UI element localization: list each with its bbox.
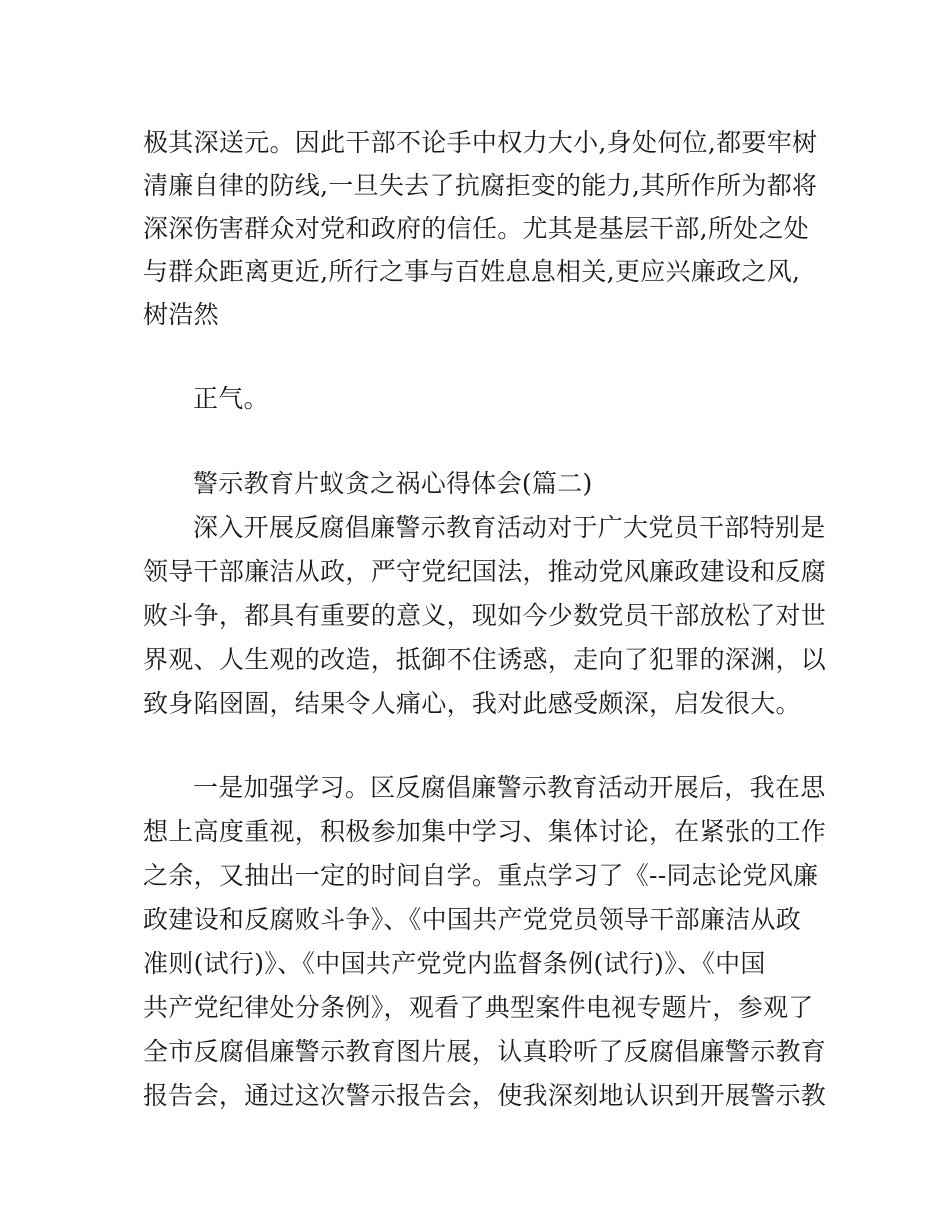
paragraph-line: 致身陷囹圄，结果令人痛心，我对此感受颇深，启发很大。 (143, 689, 801, 718)
paragraph-line: 报告会，通过这次警示报告会，使我深刻地认识到开展警示教 (143, 1081, 827, 1110)
section-heading: 警示教育片蚁贪之祸心得体会(篇二) (193, 469, 593, 498)
paragraph-line: 树浩然 (143, 300, 219, 329)
paragraph-line: 领导干部廉洁从政，严守党纪国法，推动党风廉政建设和反腐 (143, 557, 827, 586)
paragraph-line: 清廉自律的防线,一旦失去了抗腐拒变的能力,其所作所为都将 (143, 171, 818, 200)
paragraph-line: 界观、人生观的改造，抵御不住诱惑，走向了犯罪的深渊，以 (143, 645, 827, 674)
paragraph-line: 之余，又抽出一定的时间自学。重点学习了《--同志论党风廉 (143, 861, 819, 890)
paragraph-line: 准则(试行)》、《中国共产党党内监督条例(试行)》、《中国 (143, 949, 766, 978)
paragraph-line: 深入开展反腐倡廉警示教育活动对于广大党员干部特别是 (193, 513, 826, 542)
paragraph-line: 极其深送元。因此干部不论手中权力大小,身处何位,都要牢树 (143, 128, 818, 157)
paragraph-line: 政建设和反腐败斗争》、《中国共产党党员领导干部廉洁从政 (143, 905, 802, 934)
paragraph-line: 一是加强学习。区反腐倡廉警示教育活动开展后，我在思 (193, 773, 826, 802)
paragraph-line: 正气。 (193, 384, 269, 413)
paragraph-line: 全市反腐倡廉警示教育图片展，认真聆听了反腐倡廉警示教育 (143, 1037, 827, 1066)
paragraph-line: 与群众距离更近,所行之事与百姓息息相关,更应兴廉政之风, (143, 257, 801, 286)
paragraph-line: 败斗争，都具有重要的意义，现如今少数党员干部放松了对世 (143, 601, 827, 630)
paragraph-line: 想上高度重视，积极参加集中学习、集体讨论，在紧张的工作 (143, 817, 827, 846)
paragraph-line: 共产党纪律处分条例》，观看了典型案件电视专题片，参观了 (143, 993, 814, 1022)
paragraph-line: 深深伤害群众对党和政府的信任。尤其是基层干部,所处之处 (143, 214, 810, 243)
